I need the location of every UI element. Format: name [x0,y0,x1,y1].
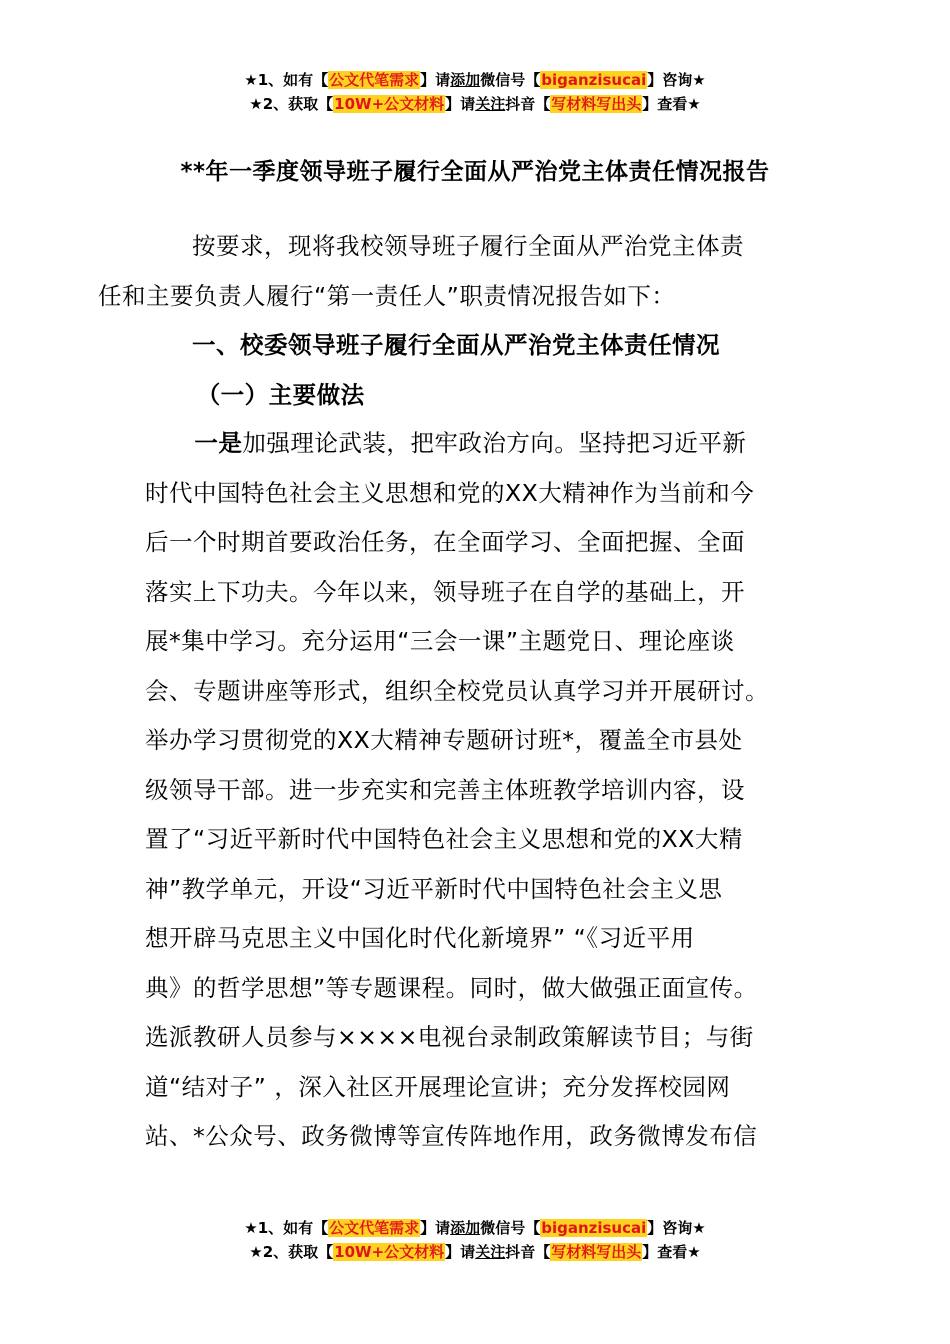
banner-text: 1、如有【 [257,1219,329,1237]
highlight-service: 公文代笔需求 [329,71,420,89]
paragraph-line: 站、*公众号、政务微博等宣传阵地作用，政务微博发布信 [145,1122,758,1150]
star-icon: ★ [692,1219,706,1237]
underlined-follow: 关注 [475,1243,506,1261]
highlight-douyin-id: 写材料写出头 [551,1243,642,1261]
paragraph-lead: 一是 [194,429,243,457]
banner-text: 】查看 [642,95,688,113]
star-icon: ★ [244,71,258,89]
banner-text: 2、获取【 [262,95,334,113]
banner-line-2 [0,92,950,116]
document-body-intro [98,222,805,420]
highlight-materials: 10W+公文材料 [334,95,445,113]
footer-banner [0,1216,950,1264]
paragraph-line-1 [145,419,805,469]
highlight-service: 公文代笔需求 [329,1219,420,1237]
banner-text: 】咨询 [647,1219,693,1237]
paragraph-line: 落实上下功夫。今年以来，领导班子在自学的基础上，开 [145,577,745,606]
banner-text: 1、如有【 [257,71,329,89]
highlight-wechat-id: biganzisucai [541,71,647,89]
paragraph-line: 置了“习近平新时代中国特色社会主义思想和党的XX大精 [145,825,743,853]
star-icon: ★ [687,1243,701,1261]
intro-line: 按要求，现将我校领导班子履行全面从严治党主体责 [192,232,744,260]
banner-text: 】请 [420,1219,451,1237]
paragraph-line: 后一个时期首要政治任务，在全面学习、全面把握、全面 [145,528,745,556]
paragraph-line: 选派教研人员参与××××电视台录制政策解读节目；与街 [145,1023,754,1051]
banner-text: 微信号【 [480,1219,541,1237]
banner-text: 】咨询 [647,71,693,89]
underlined-follow: 关注 [475,95,506,113]
paragraph-line: 典》的哲学思想”等专题课程。同时，做大做强正面宣传。 [145,973,758,1002]
intro-line: 任和主要负责人履行“第一责任人”职责情况报告如下： [98,281,676,310]
star-icon: ★ [687,95,701,113]
banner-text: 】查看 [642,1243,688,1261]
underlined-add: 添加 [450,71,481,89]
paragraph-line: 会、专题讲座等形式，组织全校党员认真学习并开展研讨。 [145,676,769,705]
paragraph-line: 展*集中学习。充分运用“三会一课”主题党日、理论座谈 [145,627,735,655]
star-icon: ★ [692,71,706,89]
highlight-materials: 10W+公文材料 [334,1243,445,1261]
main-paragraph [145,419,805,1162]
paragraph-line: 级领导干部。进一步充实和完善主体班教学培训内容，设 [145,775,745,804]
star-icon: ★ [249,95,263,113]
paragraph-line: 道“结对子” ，深入社区开展理论宣讲；充分发挥校园网 [145,1072,731,1101]
document-title: **年一季度领导班子履行全面从严治党主体责任情况报告 [180,159,770,185]
banner-text: 2、获取【 [262,1243,334,1261]
banner-text: 】请 [445,1243,476,1261]
highlight-douyin-id: 写材料写出头 [551,95,642,113]
highlight-wechat-id: biganzisucai [541,1219,647,1237]
paragraph-text: 加强理论武装，把牢政治方向。坚持把习近平新 [242,429,747,457]
banner-text: 抖音【 [505,95,551,113]
banner-text: 】请 [445,95,476,113]
paragraph-line: 时代中国特色社会主义思想和党的XX大精神作为当前和今 [145,478,755,507]
banner-text: 抖音【 [505,1243,551,1261]
intro-paragraph [98,222,805,321]
paragraph-line: 神”教学单元，开设“习近平新时代中国特色社会主义思 [145,874,723,903]
star-icon: ★ [249,1243,263,1261]
banner-line-1 [0,1216,950,1240]
star-icon: ★ [244,1219,258,1237]
section-heading-2: （一）主要做法 [196,380,365,409]
paragraph-line: 举办学习贯彻党的XX大精神专题研讨班*，覆盖全市县处 [145,726,743,754]
paragraph-line: 想开辟马克思主义中国化时代化新境界” “《习近平用 [145,924,695,952]
underlined-add: 添加 [450,1219,481,1237]
section-heading-1: 一、校委领导班子履行全面从严治党主体责任情况 [192,331,720,359]
banner-line-2 [0,1240,950,1264]
header-banner [0,68,950,116]
banner-text: 微信号【 [480,71,541,89]
banner-text: 】请 [420,71,451,89]
banner-line-1 [0,68,950,92]
